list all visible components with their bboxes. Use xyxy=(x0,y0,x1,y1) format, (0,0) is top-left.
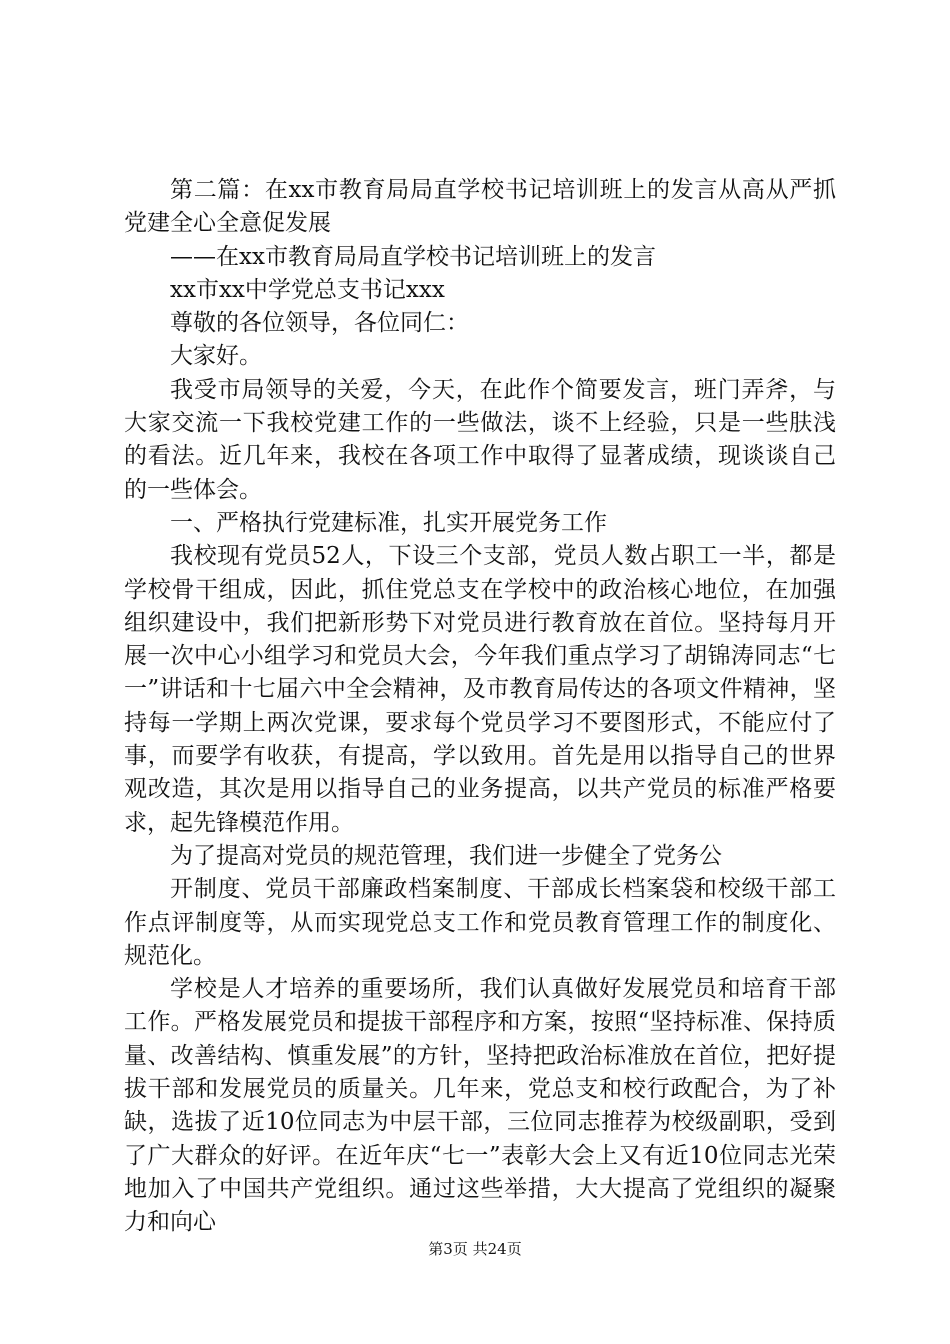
body-paragraph: 开制度、党员干部廉政档案制度、干部成长档案袋和校级干部工作点评制度等，从而实现党总支工作和党员教育管理工作的制度化、规范化。 xyxy=(124,876,836,969)
document-title: 第二篇：在xx市教育局局直学校书记培训班上的发言从高从严抓党建全心全意促发展 xyxy=(124,177,836,237)
body-paragraph: 我受市局领导的关爱，今天，在此作个简要发言，班门弄斧，与大家交流一下我校党建工作的一些做法，谈不上经验，只是一些肤浅的看法。近几年来，我校在各项工作中取得了显著成绩，现谈谈自己的一些体会。 xyxy=(124,376,836,503)
body-paragraph: 为了提高对党员的规范管理，我们进一步健全了党务公 xyxy=(170,842,722,869)
document-subtitle: ——在xx市教育局局直学校书记培训班上的发言 xyxy=(170,243,656,270)
body-paragraph: 我校现有党员52人，下设三个支部，党员人数占职工一半，都是学校骨干组成，因此，抓住党总支在学校中的政治核心地位，在加强组织建设中，我们把新形势下对党员进行教育放在首位。坚持每月开展一次中心小组学习和党员大会，今年我们重点学习了胡锦涛同志“七一”讲话和十七届六中全会精神，及市教育局传达的各项文件精神，坚持每一学期上两次党课，要求每个党员学习不要图形式，不能应付了事，而要学有收获，有提高，学以致用。首先是用以指导自己的世界观改造，其次是用以指导自己的业务提高，以共产党员的标准严格要求，起先锋模范作用。 xyxy=(124,543,836,836)
speaker-line: xx市xx中学党总支书记xxx xyxy=(170,276,445,303)
body-paragraph: 学校是人才培养的重要场所，我们认真做好发展党员和培育干部工作。严格发展党员和提拔干部程序和方案，按照“坚持标准、保持质量、改善结构、慎重发展”的方针，坚持把政治标准放在首位，把好提拔干部和发展党员的质量关。几年来，党总支和校行政配合，为了补缺，选拔了近10位同志为中层干部，三位同志推荐为校级副职，受到了广大群众的好评。在近年庆“七一”表彰大会上又有近10位同志光荣地加入了中国共产党组织。通过这些举措，大大提高了党组织的凝聚力和向心 xyxy=(124,976,836,1236)
salutation: 尊敬的各位领导，各位同仁： xyxy=(170,310,469,337)
page-number-footer: 第3页 共24页 xyxy=(428,1240,522,1258)
section-heading: 一、严格执行党建标准，扎实开展党务工作 xyxy=(170,509,607,536)
document-body xyxy=(124,174,836,1240)
greeting: 大家好。 xyxy=(170,343,262,370)
